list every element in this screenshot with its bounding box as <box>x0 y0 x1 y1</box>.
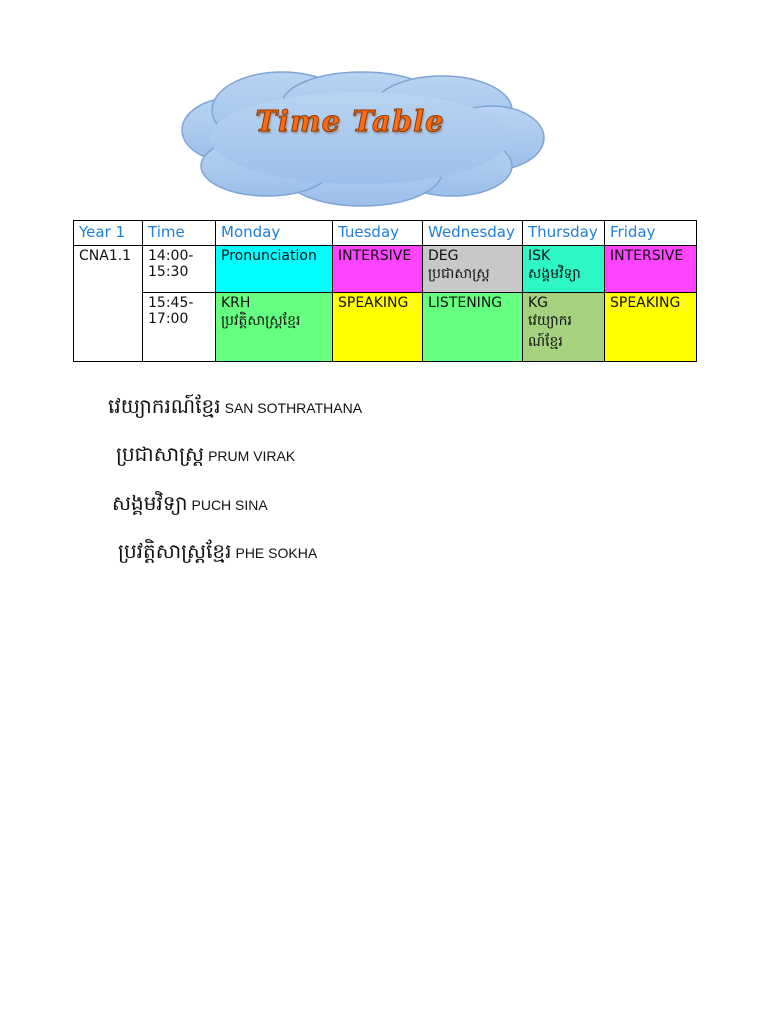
teacher-name: PHE SOKHA <box>235 545 318 561</box>
class-label: LISTENING <box>428 295 503 311</box>
time-cell <box>143 293 216 362</box>
class-subject-cont: ណ៍ខ្មែរ <box>528 334 563 350</box>
friday-cell <box>605 293 697 362</box>
monday-cell <box>216 293 333 362</box>
header-year: Year 1 <box>74 221 143 246</box>
teacher-name: PRUM VIRAK <box>208 448 296 464</box>
wednesday-cell <box>423 293 523 362</box>
class-code: KG <box>528 295 549 311</box>
tuesday-cell <box>333 246 423 293</box>
header-monday: Monday <box>216 221 333 246</box>
header-friday: Friday <box>605 221 697 246</box>
class-subject: សង្គមវិទ្យា <box>528 266 581 282</box>
teacher-name: PUCH SINA <box>191 497 268 513</box>
teacher-subject: សង្គមវិទ្យា <box>112 491 188 515</box>
thursday-cell <box>523 293 605 362</box>
time-cell <box>143 246 216 293</box>
tuesday-cell <box>333 293 423 362</box>
class-code: DEG <box>428 248 459 264</box>
monday-cell <box>216 246 333 293</box>
friday-cell <box>605 246 697 293</box>
teacher-item <box>112 490 268 520</box>
teacher-item <box>108 393 362 423</box>
table-header-row <box>74 221 697 246</box>
class-label: INTERSIVE <box>338 248 412 264</box>
thursday-cell <box>523 246 605 293</box>
header-thursday: Thursday <box>523 221 605 246</box>
header-wednesday: Wednesday <box>423 221 523 246</box>
wednesday-cell <box>423 246 523 293</box>
page-title: Time Table <box>255 104 445 138</box>
class-label: SPEAKING <box>610 295 681 311</box>
cloud-shape <box>172 70 548 210</box>
class-subject: វេយ្យាករ <box>528 313 572 329</box>
table-row <box>74 246 697 293</box>
teacher-subject: ប្រជាសាស្ត្រ <box>116 442 205 466</box>
teacher-subject: វេយ្យាករណ៍ខ្មែរ <box>108 394 221 418</box>
teacher-subject: ប្រវត្តិសាស្ត្រខ្មែរ <box>118 539 232 563</box>
time-start: 15:45- <box>148 295 194 311</box>
time-start: 14:00- <box>148 248 194 264</box>
teacher-item <box>116 441 295 471</box>
time-end: 15:30 <box>148 264 189 280</box>
class-subject: ប្រជាសាស្ត្រ <box>428 266 490 282</box>
header-tuesday: Tuesday <box>333 221 423 246</box>
timetable <box>73 220 697 362</box>
class-label: INTERSIVE <box>610 248 684 264</box>
class-subject: ប្រវត្តិសាស្ត្រខ្មែរ <box>221 313 301 329</box>
class-label: Pronunciation <box>221 248 317 264</box>
header-time: Time <box>143 221 216 246</box>
time-end: 17:00 <box>148 311 189 327</box>
class-code: ISK <box>528 248 551 264</box>
class-label: SPEAKING <box>338 295 409 311</box>
class-code: KRH <box>221 295 251 311</box>
group-cell: CNA1.1 <box>74 246 143 362</box>
teacher-name: SAN SOTHRATHANA <box>224 400 363 416</box>
table-row <box>74 293 697 362</box>
teacher-item <box>118 538 317 568</box>
